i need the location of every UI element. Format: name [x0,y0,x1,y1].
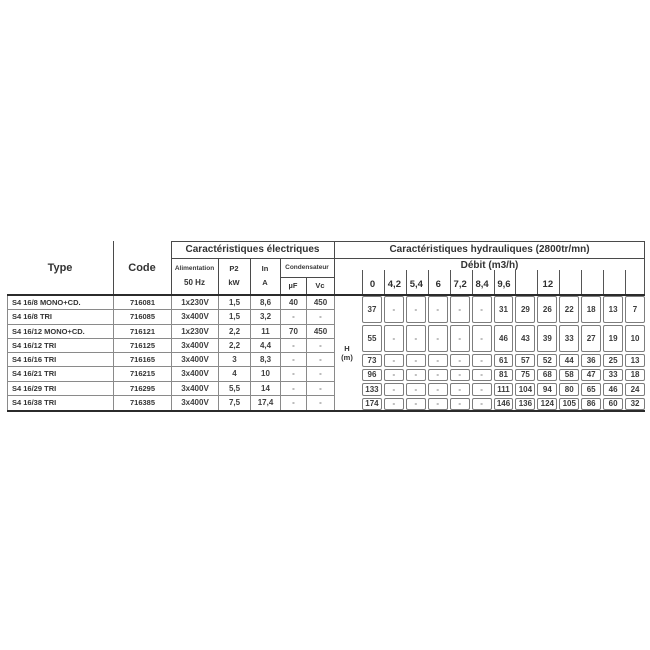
flow-value-cell: 111 [494,383,514,396]
flow-value-cell: 104 [515,383,535,396]
flow-value-cell: 19 [603,325,623,352]
flow-value-cell: 57 [515,354,535,367]
flow-value-cell: - [450,296,470,323]
in-cell: 11 [251,325,281,339]
alim-cell: 3x400V [172,310,219,324]
alim-cell: 1x230V [172,296,219,310]
alim-cell: 1x230V [172,325,219,339]
flow-value-cell: - [472,354,492,367]
uf-cell: 40 [281,296,307,310]
table-bottom-rule [7,410,645,412]
flow-value-cell: - [428,383,448,396]
flow-value-cell: 22 [559,296,579,323]
alim-cell: 3x400V [172,353,219,367]
flow-col-header [559,270,579,294]
flow-value-cell: 52 [537,354,557,367]
flow-value-cell: - [406,369,426,382]
flow-value-cell: 68 [537,369,557,382]
flow-value-cell: 10 [625,325,645,352]
alim-cell: 3x400V [172,382,219,396]
kw-label: kW [228,277,240,287]
in-cell: 10 [251,367,281,381]
flow-value-cell: - [406,383,426,396]
flow-value-cell: 39 [537,325,557,352]
flow-header-row [334,270,645,294]
flow-col-header: 4,2 [384,270,404,294]
flow-col-header: 12 [537,270,557,294]
flow-value-cell: - [406,354,426,367]
in-cell: 14 [251,382,281,396]
flow-value-cell: - [406,398,426,411]
type-cell: S4 16/29 TRI [8,382,114,396]
vc-cell: 450 [307,325,335,339]
flow-value-cell: - [472,383,492,396]
flow-value-cell: - [428,325,448,352]
in-cell: 4,4 [251,339,281,353]
uf-cell: - [281,339,307,353]
flow-value-cell: 81 [494,369,514,382]
flow-col-header: 8,4 [472,270,492,294]
flow-value-cell: 80 [559,383,579,396]
h-unit: (m) [341,353,353,362]
flow-value-cell: 18 [581,296,601,323]
uf-cell: - [281,310,307,324]
left-body-grid [7,296,334,410]
type-cell: S4 16/8 MONO+CD. [8,296,114,310]
in-header [250,258,280,294]
flow-value-cell: - [428,369,448,382]
p2-cell: 1,5 [219,296,251,310]
head-value-cell: 73 [362,354,382,367]
vc-cell: - [307,339,335,353]
code-cell: 716121 [114,325,172,339]
flow-value-cell: - [450,369,470,382]
code-cell: 716215 [114,367,172,381]
flow-col-header: 5,4 [406,270,426,294]
alimentation-label: Alimentation [174,265,215,273]
flow-value-cell: 7 [625,296,645,323]
p2-header [218,258,250,294]
flow-value-cell: - [384,354,404,367]
flow-value-cell: 44 [559,354,579,367]
flow-value-cell: - [384,383,404,396]
code-header: Code [128,261,156,274]
flow-value-cell: - [384,398,404,411]
alimentation-header [171,258,218,294]
flow-value-cell: 75 [515,369,535,382]
flow-value-cell: 58 [559,369,579,382]
head-value-cell: 37 [362,296,382,323]
p2-cell: 5,5 [219,382,251,396]
flow-value-cell: 18 [625,369,645,382]
vc-cell: - [307,396,335,410]
type-cell: S4 16/16 TRI [8,353,114,367]
flow-col-header: 9,6 [494,270,514,294]
code-cell: 716385 [114,396,172,410]
condensateur-header: Condensateur [285,264,329,271]
head-value-cell: 133 [362,383,382,396]
type-cell: S4 16/12 TRI [8,339,114,353]
flow-value-cell: - [450,383,470,396]
flow-value-cell: 43 [515,325,535,352]
in-cell: 3,2 [251,310,281,324]
uf-cell: 70 [281,325,307,339]
type-cell: S4 16/38 TRI [8,396,114,410]
flow-value-cell: - [472,369,492,382]
flow-value-cell: 46 [494,325,514,352]
flow-value-cell: 33 [559,325,579,352]
p2-cell: 3 [219,353,251,367]
flow-value-cell: 26 [537,296,557,323]
p2-cell: 4 [219,367,251,381]
uf-cell: - [281,396,307,410]
flow-value-cell: 86 [581,398,601,411]
flow-col-header: 6 [428,270,448,294]
flow-value-cell: - [384,325,404,352]
flow-value-cell: - [428,354,448,367]
flow-value-cell: 27 [581,325,601,352]
code-cell: 716081 [114,296,172,310]
flow-value-cell: 32 [625,398,645,411]
hydro-body-grid [334,296,645,410]
flow-value-cell: - [472,296,492,323]
flow-value-cell: 124 [537,398,557,411]
ampere-label: A [262,277,268,287]
flow-value-cell: 36 [581,354,601,367]
flow-value-cell: 25 [603,354,623,367]
code-cell: 716295 [114,382,172,396]
alim-cell: 3x400V [172,367,219,381]
vc-cell: - [307,367,335,381]
uf-cell: - [281,382,307,396]
flow-col-header [625,270,645,294]
flow-value-cell: 105 [559,398,579,411]
flow-col-header: 0 [362,270,382,294]
flow-value-cell: - [384,296,404,323]
electrical-title: Caractéristiques électriques [185,244,320,255]
flow-value-cell: - [406,296,426,323]
p2-cell: 2,2 [219,325,251,339]
code-cell: 716165 [114,353,172,367]
p2-cell: 7,5 [219,396,251,410]
alim-cell: 3x400V [172,396,219,410]
p2-cell: 2,2 [219,339,251,353]
vc-cell: - [307,353,335,367]
flow-value-cell: - [450,354,470,367]
vc-cell: - [307,310,335,324]
type-header: Type [47,261,73,274]
flow-col-header [515,270,535,294]
flow-value-cell: - [428,296,448,323]
vc-cell: - [307,382,335,396]
flow-header-spacer [334,270,360,294]
in-cell: 8,6 [251,296,281,310]
flow-value-cell: 33 [603,369,623,382]
flow-value-cell: 24 [625,383,645,396]
flow-col-header: 7,2 [450,270,470,294]
head-value-cell: 55 [362,325,382,352]
flow-value-cell: - [384,369,404,382]
head-value-cell: 174 [362,398,382,411]
vc-cell: 450 [307,296,335,310]
flow-value-cell: 146 [494,398,514,411]
debit-header: Débit (m3/h) [460,259,519,271]
flow-value-cell: - [406,325,426,352]
code-cell: 716125 [114,339,172,353]
flow-value-cell: 13 [603,296,623,323]
flow-value-cell: 60 [603,398,623,411]
flow-col-header [581,270,601,294]
uf-cell: - [281,353,307,367]
in-label: In [261,263,269,273]
uf-header: µF [288,281,298,290]
flow-value-cell: 29 [515,296,535,323]
h-label: H [344,343,350,353]
flow-value-cell: 13 [625,354,645,367]
h-unit-label [334,296,360,410]
flow-value-cell: - [428,398,448,411]
type-cell: S4 16/12 MONO+CD. [8,325,114,339]
p2-cell: 1,5 [219,310,251,324]
flow-value-cell: 94 [537,383,557,396]
uf-cell: - [281,367,307,381]
in-cell: 17,4 [251,396,281,410]
head-value-cell: 96 [362,369,382,382]
flow-value-cell: 47 [581,369,601,382]
spec-table [7,241,645,412]
flow-value-cell: 136 [515,398,535,411]
hydraulic-title: Caractéristiques hydrauliques (2800tr/mn) [389,244,590,255]
flow-value-cell: - [450,325,470,352]
type-cell: S4 16/21 TRI [8,367,114,381]
in-cell: 8,3 [251,353,281,367]
p2-label: P2 [229,263,239,273]
type-cell: S4 16/8 TRI [8,310,114,324]
code-cell: 716085 [114,310,172,324]
flow-value-cell: - [472,325,492,352]
frequency-label: 50 Hz [184,277,205,287]
flow-value-cell: 65 [581,383,601,396]
flow-value-cell: - [450,398,470,411]
flow-value-cell: 61 [494,354,514,367]
flow-value-cell: 46 [603,383,623,396]
flow-value-cell: 31 [494,296,514,323]
alim-cell: 3x400V [172,339,219,353]
flow-col-header [603,270,623,294]
flow-value-cell: - [472,398,492,411]
vc-header: Vc [315,281,325,290]
